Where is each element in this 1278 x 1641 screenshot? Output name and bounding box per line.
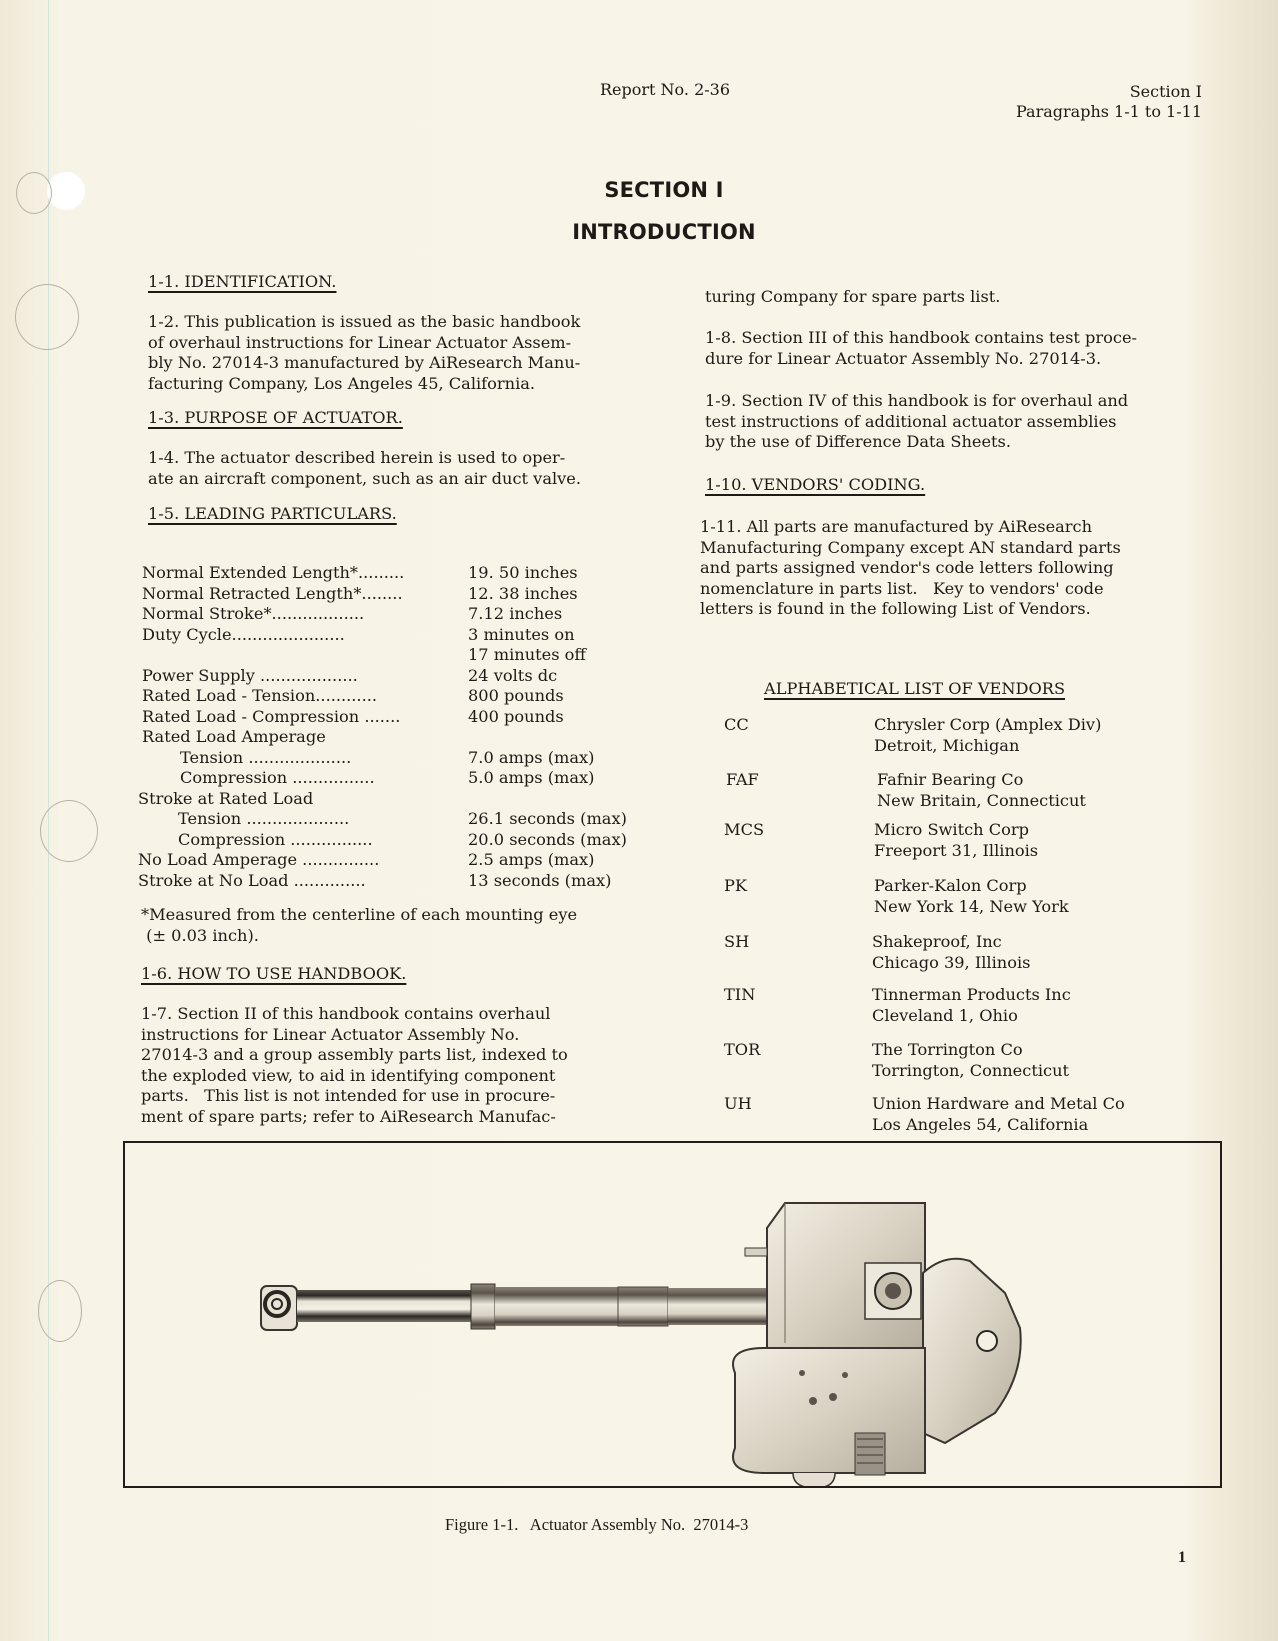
report-number: Report No. 2-36: [600, 80, 731, 99]
linear-actuator-photo: [125, 1143, 1220, 1486]
page-number: 1: [1178, 1549, 1186, 1566]
vendors-list: CC Chrysler Corp (Amplex Div) Detroit, Michigan FAF Fafnir Bearing Co New Britain, Connecticut MCS Micro Switch Corp Freeport 31, Illinois PK Parker-Kalon Corp New York 14, New York SH Shakeproof, Inc Chicago 39, Illinois TIN Tinnerman Products Inc Cleveland 1, Ohio TOR The Torrington Co Torrington, Connecticut UH Union Hardware and Metal Co Los Angeles 54, California: [724, 715, 1125, 1134]
punch-hole-ring: [40, 800, 98, 862]
section-label: Section I: [1129, 82, 1202, 101]
heading-vendors-coding: 1-10. VENDORS' CODING.: [705, 475, 926, 494]
heading-purpose: 1-3. PURPOSE OF ACTUATOR.: [148, 408, 403, 427]
section-title: SECTION I: [604, 178, 724, 202]
section-reference: [1016, 82, 1202, 122]
punch-hole-ring: [15, 284, 79, 350]
heading-leading-particulars: 1-5. LEADING PARTICULARS.: [148, 504, 397, 523]
punch-hole-ring: [38, 1280, 82, 1342]
figure-caption: Figure 1-1. Actuator Assembly No. 27014-3: [445, 1515, 749, 1534]
paragraph-1-7-continued: turing Company for spare parts list.: [705, 287, 1001, 306]
paragraph-1-11: 1-11. All parts are manufactured by AiResearch Manufacturing Company except AN standard parts and parts assigned vendor's code letters following nomenclature in parts list. Key to vendors' code letters is found in the following List of Vendors.: [700, 517, 1121, 619]
figure-frame: [123, 1141, 1222, 1488]
footnote: *Measured from the centerline of each mounting eye (± 0.03 inch).: [141, 905, 578, 945]
particulars-table: Normal Extended Length*......... 19. 50 inches Normal Retracted Length*........ 12. 38 inches Normal Stroke*.................. 7.12 inches Duty Cycle...................... 3 minutes on 17 minutes off Power Supply ................... 24 volts dc Rated Load - Tension............ 800 pounds Rated Load - Compression ....... 400 pounds Rated Load Amperage Tension .................... 7.0 amps (max) Compression ................ 5.0 amps (max) Stroke at Rated Load Tension .................... 26.1 seconds (max) Compression ................ 20.0 seconds (max) No Load Amperage ............... 2.5 amps (max) Stroke at No Load .............. 13 seconds (max): [138, 563, 627, 890]
section-heading: INTRODUCTION: [572, 220, 756, 244]
heading-identification: 1-1. IDENTIFICATION.: [148, 272, 337, 291]
paragraph-1-4: 1-4. The actuator described herein is used to oper- ate an aircraft component, such as an air duct valve.: [148, 448, 582, 488]
paragraph-1-7: 1-7. Section II of this handbook contains overhaul instructions for Linear Actuator Assembly No. 27014-3 and a group assembly parts list, indexed to the exploded view, to aid in identifying component parts. This list is not intended for use in procure- ment of spare parts; refer to AiResearch Manufac-: [141, 1004, 568, 1126]
paragraph-range: Paragraphs 1-1 to 1-11: [1016, 102, 1202, 121]
paragraph-1-2: 1-2. This publication is issued as the basic handbook of overhaul instructions for Linear Actuator Assem- bly No. 27014-3 manufactured by AiResearch Manu- facturing Company, Los Angeles 45, California.: [148, 312, 581, 393]
paragraph-1-9: 1-9. Section IV of this handbook is for overhaul and test instructions of additional actuator assemblies by the use of Difference Data Sheets.: [705, 391, 1129, 452]
paragraph-1-8: 1-8. Section III of this handbook contains test proce- dure for Linear Actuator Assembly No. 27014-3.: [705, 328, 1137, 368]
vendors-list-title: ALPHABETICAL LIST OF VENDORS: [764, 679, 1066, 698]
heading-how-to-use: 1-6. HOW TO USE HANDBOOK.: [141, 964, 407, 983]
